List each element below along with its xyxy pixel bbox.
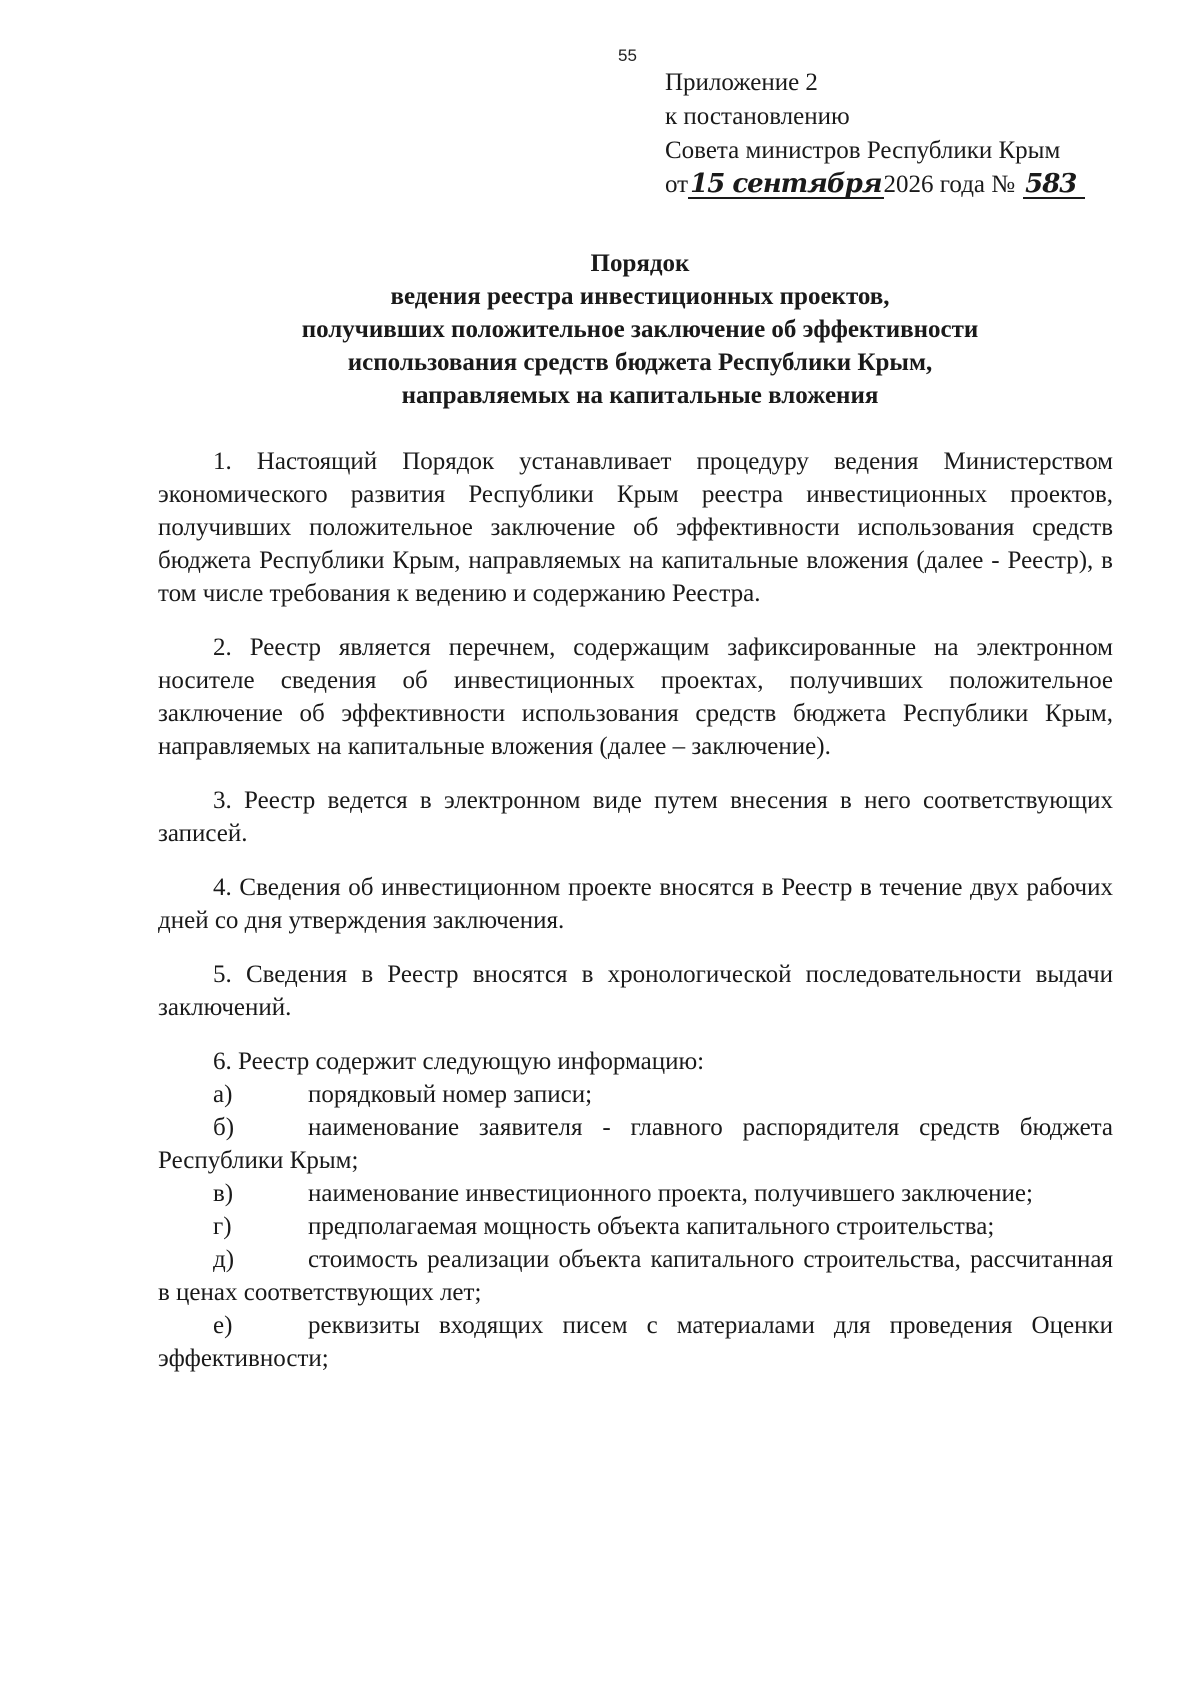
list-item <box>158 1210 1113 1243</box>
list-item-text: наименование инвестиционного проекта, получившего заключение; <box>308 1180 1033 1207</box>
list-item-text: предполагаемая мощность объекта капитального строительства; <box>308 1213 995 1240</box>
paragraph-4: 4. Сведения об инвестиционном проекте вносятся в Реестр в течение двух рабочих дней со дня утверждения заключения. <box>158 874 1113 934</box>
list-item <box>158 1078 1113 1111</box>
paragraph-2: 2. Реестр является перечнем, содержащим зафиксированные на электронном носителе сведения об инвестиционных проектах, получивших положительное заключение об эффективности использования средств бюджета Республики Крым, направляемых на капитальные вложения (далее – заключение). <box>158 634 1113 760</box>
date-prefix: от <box>665 171 689 198</box>
list-item-mark: б) <box>213 1114 235 1141</box>
list-item-text: реквизиты входящих писем с материалами для проведения Оценки эффективности; <box>158 1312 1113 1372</box>
appendix-date-line <box>665 168 1105 202</box>
paragraph-1: 1. Настоящий Порядок устанавливает процедуру ведения Министерством экономического развития Республики Крым реестра инвестиционных проектов, получивших положительное заключение об эффективности использования средств бюджета Республики Крым, направляемых на капитальные вложения (далее - Реестр), в том числе требования к ведению и содержанию Реестра. <box>158 448 1113 607</box>
title-line-5: направляемых на капитальные вложения <box>401 382 879 409</box>
handwritten-number: 583 <box>1023 171 1085 199</box>
paragraph-6: 6. Реестр содержит следующую информацию: <box>213 1048 705 1075</box>
title-line-2: ведения реестра инвестиционных проектов, <box>390 283 890 310</box>
title-line-4: использования средств бюджета Республики Крым, <box>347 349 933 376</box>
year-suffix: 2026 года № <box>883 171 1016 198</box>
list-item-mark: в) <box>213 1180 234 1207</box>
paragraph-3: 3. Реестр ведется в электронном виде путем внесения в него соответствующих записей. <box>158 787 1113 847</box>
title-line-3: получивших положительное заключение об эффективности <box>301 316 979 343</box>
list-item <box>158 1177 1113 1210</box>
list-item <box>158 1243 1113 1309</box>
list-item-mark: д) <box>213 1246 235 1273</box>
list-item-text: наименование заявителя - главного распорядителя средств бюджета Республики Крым; <box>158 1114 1113 1174</box>
document-title <box>160 247 1120 412</box>
page-number: 55 <box>618 46 637 65</box>
list-item-mark: а) <box>213 1081 233 1108</box>
document-body <box>158 445 1113 1375</box>
list-item <box>158 1309 1113 1375</box>
list-item-mark: е) <box>213 1312 233 1339</box>
list-item-text: порядковый номер записи; <box>308 1081 593 1108</box>
list-item-text: стоимость реализации объекта капитального строительства, рассчитанная в ценах соответствующих лет; <box>158 1246 1113 1306</box>
paragraph-5: 5. Сведения в Реестр вносятся в хронологической последовательности выдачи заключений. <box>158 961 1113 1021</box>
appendix-line-1: Приложение 2 <box>665 69 818 96</box>
list-item <box>158 1111 1113 1177</box>
appendix-line-3: Совета министров Республики Крым <box>665 137 1061 164</box>
appendix-header <box>665 66 1105 202</box>
handwritten-date: 15 сентября <box>690 169 882 199</box>
appendix-line-2: к постановлению <box>665 103 850 130</box>
title-line-1: Порядок <box>590 250 690 277</box>
list-item-mark: г) <box>213 1213 232 1240</box>
